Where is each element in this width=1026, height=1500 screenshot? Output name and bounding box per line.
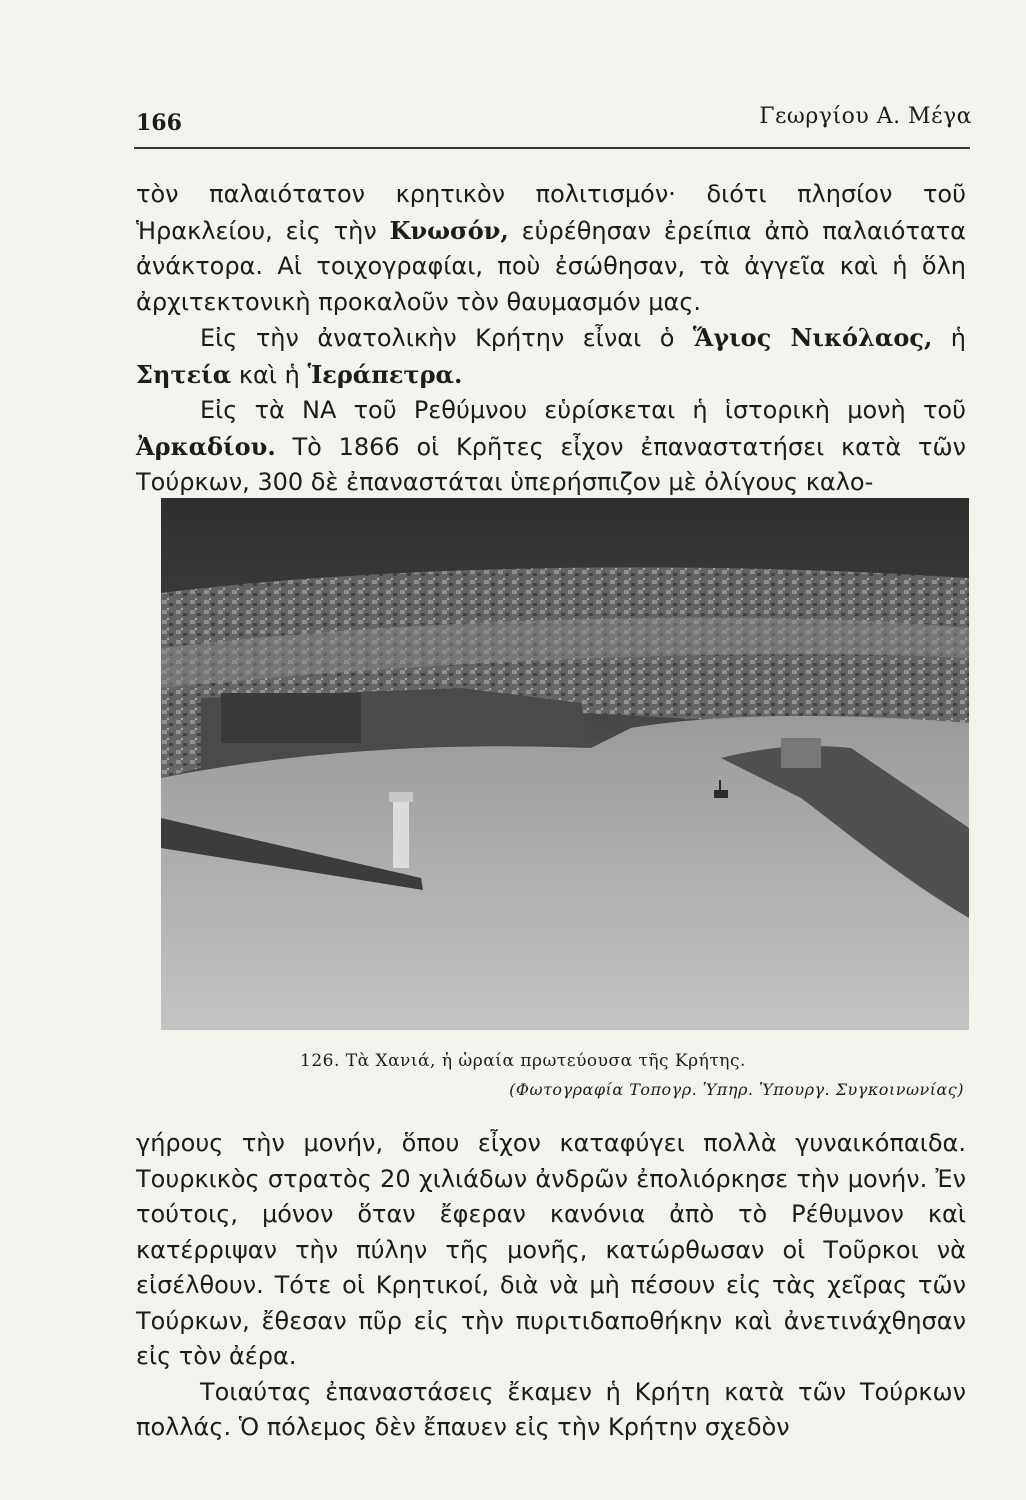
text-run: γήρους τὴν μονήν, ὅπου εἶχον καταφύγει πολλὰ γυναικόπαιδα. Τουρκικὸς στρατὸς 20 χιλιάδων ἀνδρῶν ἐπολιόρκησε τὴν μονήν. Ἐν τούτοις, μόνον ὅταν ἔφεραν κανόνια ἀπὸ τὸ Ρέθυμνον καὶ κατέρριψαν τὴν πύλην τῆς μονῆς, κατώρθωσαν οἱ Τοῦρκοι νὰ εἰσέλθουν. Τότε οἱ Κρητικοί, διὰ νὰ μὴ πέσουν εἰς τὰς χεῖρας τῶν Τούρκων, ἔθεσαν πῦρ εἰς τὴν πυριτιδαποθήκην καὶ ἀνετινάχθησαν εἰς τὸν ἀέρα. <box>136 1129 966 1370</box>
place-name: Ἅγιος Νικόλαος, <box>692 323 933 352</box>
paragraph <box>136 320 966 393</box>
paragraph <box>136 1375 966 1446</box>
text-run: Τὸ 1866 οἱ Κρῆτες εἶχον ἐπαναστατήσει κατὰ τῶν Τούρκων, 300 δὲ ἐπαναστάται ὑπερήσπιζον μὲ ὀλίγους καλο- <box>136 432 966 496</box>
text-run: ἡ <box>932 324 966 352</box>
paragraph <box>136 393 966 501</box>
text-run: Εἰς τὰ ΝΑ τοῦ Ρεθύμνου εὑρίσκεται ἡ ἱστορικὴ μονὴ τοῦ <box>200 396 966 424</box>
paragraph <box>136 177 966 320</box>
body-text-top <box>136 177 966 501</box>
place-name: Κνωσόν, <box>389 215 509 245</box>
place-name: Ἀρκαδίου. <box>136 431 276 461</box>
harbour-photo <box>161 498 969 1030</box>
figure-credit: (Φωτογραφία Τοπογρ. Ὑπηρ. Ὑπουργ. Συγκοινωνίας) <box>509 1080 964 1099</box>
figure-caption: 126. Τὰ Χανιά, ἡ ὡραία πρωτεύουσα τῆς Κρήτης. <box>300 1051 746 1071</box>
text-run: εὑρέθησαν ἐρείπια ἀπὸ παλαιότατα ἀνάκτορα. Αἱ τοιχογραφίαι, ποὺ ἐσώθησαν, τὰ ἀγγεῖα καὶ ἡ ὅλη ἀρχιτεκτονικὴ προκαλοῦν τὸν θαυμασμόν μας. <box>136 216 966 316</box>
text-run: Εἰς τὴν ἀνατολικὴν Κρήτην εἶναι ὁ <box>200 324 693 352</box>
page-number: 166 <box>136 110 182 136</box>
text-run: τὸν παλαιότατον κρητικὸν πολιτισμόν· διότι πλησίον τοῦ Ἡρακλείου, εἰς τὴν <box>136 180 966 245</box>
text-run: καὶ ἡ <box>231 360 308 389</box>
place-name: Σητεία <box>136 359 232 389</box>
header-rule <box>134 147 970 149</box>
text-run: Τοιαύτας ἐπαναστάσεις ἔκαμεν ἡ Κρήτη κατὰ τῶν Τούρκων πολλάς. Ὁ πόλεμος δὲν ἔπαυεν εἰς τὴν Κρήτην σχεδὸν <box>136 1377 966 1441</box>
running-head: Γεωργίου Α. Μέγα <box>759 104 972 129</box>
body-text-bottom <box>136 1126 966 1446</box>
place-name: Ἱεράπετρα. <box>307 359 463 389</box>
paragraph <box>136 1126 966 1375</box>
